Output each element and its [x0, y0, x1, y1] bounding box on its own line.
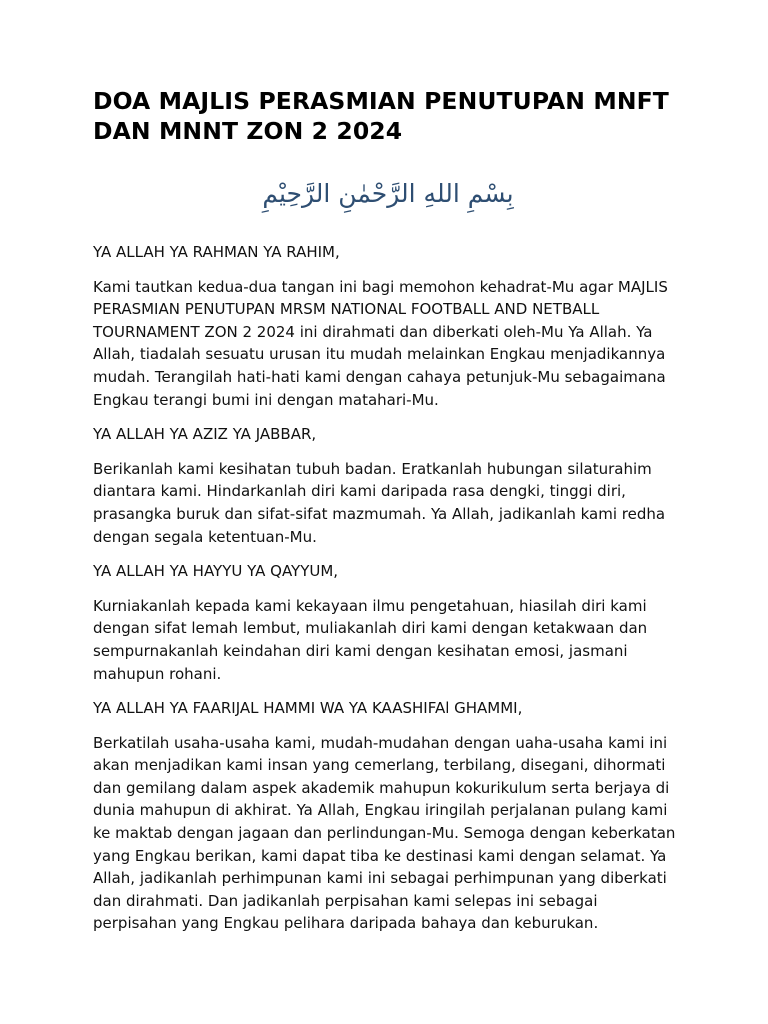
prayer-paragraph: Kami tautkan kedua-dua tangan ini bagi memohon kehadrat-Mu agar MAJLIS PERASMIAN PENUTUPAN MRSM NATIONAL FOOTBALL AND NETBALL TOURNAMENT ZON 2 2024 ini dirahmati dan diberkati oleh-Mu Ya Allah. Ya Allah, tiadalah sesuatu urusan itu mudah melainkan Engkau menjadikannya mudah. Terangilah hati-hati kami dengan cahaya petunjuk-Mu sebagaimana Engkau terangi bumi ini dengan matahari-Mu. [93, 277, 668, 409]
section-3 [93, 560, 683, 685]
prayer-paragraph: Berkatilah usaha-usaha kami, mudah-mudahan dengan uaha-usaha kami ini akan menjadikan kami insan yang cemerlang, terbilang, disegani, dihormati dan gemilang dalam aspek akademik mahupun kokurikulum serta berjaya di dunia mahupun di akhirat. Ya Allah, Engkau iringilah perjalanan pulang kami ke maktab dengan jagaan dan perlindungan-Mu. Semoga dengan keberkatan yang Engkau berikan, kami dapat tiba ke destinasi kami dengan selamat. Ya Allah, jadikanlah perhimpunan kami ini sebagai perhimpunan yang diberkati dan dirahmati. Dan jadikanlah perpisahan kami selepas ini sebagai perpisahan yang Engkau pelihara daripada bahaya dan keburukan. [93, 733, 676, 933]
section-4 [93, 697, 683, 935]
section-2 [93, 423, 683, 548]
invocation-line: YA ALLAH YA FAARIJAL HAMMI WA YA KAASHIFAl GHAMMI, [93, 699, 523, 718]
invocation-line: YA ALLAH YA AZIZ YA JABBAR, [93, 425, 317, 444]
invocation-line: YA ALLAH YA HAYYU YA QAYYUM, [93, 562, 339, 581]
prayer-paragraph: Berikanlah kami kesihatan tubuh badan. Eratkanlah hubungan silaturahim diantara kami. Hindarkanlah diri kami daripada rasa dengki, tinggi diri, prasangka buruk dan sifat-sifat mazmumah. Ya Allah, jadikanlah kami redha dengan segala ketentuan-Mu. [93, 459, 666, 546]
invocation-line: YA ALLAH YA RAHMAN YA RAHIM, [93, 243, 340, 261]
document-title: DOA MAJLIS PERASMIAN PENUTUPAN MNFT DAN MNNT ZON 2 2024 [93, 87, 669, 145]
document-page [93, 86, 683, 947]
document-body [93, 241, 683, 935]
basmalah-heading: بِسْمِ اللهِ الرَّحْمٰنِ الرَّحِيْمِ [262, 179, 514, 208]
section-1 [93, 241, 683, 411]
prayer-paragraph: Kurniakanlah kepada kami kekayaan ilmu pengetahuan, hiasilah diri kami dengan sifat lemah lembut, muliakanlah diri kami dengan ketakwaan dan sempurnakanlah keindahan diri kami dengan kesihatan emosi, jasmani mahupun rohani. [93, 596, 648, 683]
